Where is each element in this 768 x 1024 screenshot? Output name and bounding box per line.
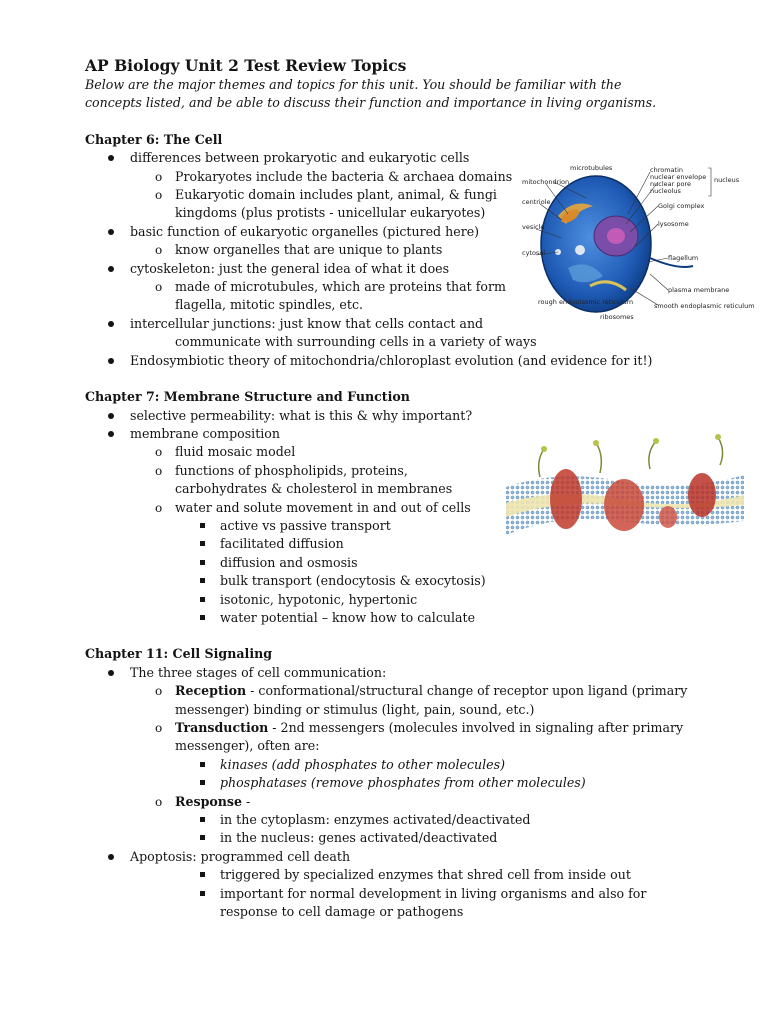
list-item-continuation: kingdoms (plus protists - unicellular eukaryotes) [175, 205, 486, 221]
cell-membrane-figure [500, 425, 748, 565]
circle-bullet-icon: o [155, 169, 163, 184]
eukaryotic-cell-figure [518, 158, 755, 326]
list-item: o Eukaryotic domain includes plant, animal, & fungi [85, 186, 735, 204]
list-item: o Transduction - 2nd messengers (molecules involved in signaling after primary [85, 719, 735, 737]
square-bullet-icon [200, 523, 205, 528]
circle-bullet-icon: o [155, 500, 163, 515]
circle-bullet-icon: o [155, 243, 163, 258]
list-item: Endosymbiotic theory of mitochondria/chloroplast evolution (and evidence for it!) [85, 352, 735, 370]
bullet-icon [108, 321, 114, 327]
chapter-6-heading: Chapter 6: The Cell [85, 131, 223, 147]
list-item: isotonic, hypotonic, hypertonic [85, 591, 735, 609]
chapter-11-heading: Chapter 11: Cell Signaling [85, 646, 273, 662]
label-plasma-membrane: plasma membrane [668, 286, 730, 294]
list-item-continuation: communicate with surrounding cells in a variety of ways [175, 334, 537, 350]
label-lysosome: lysosome [658, 220, 689, 228]
label-chromatin: chromatin [650, 166, 683, 174]
list-item-continuation: messenger) binding or stimulus (light, pain, sound, etc.) [175, 701, 535, 717]
circle-bullet-icon: o [155, 794, 163, 809]
list-item: facilitated diffusion [85, 535, 735, 553]
circle-bullet-icon: o [155, 463, 163, 478]
list-item: kinases (add phosphates to other molecules) [85, 756, 735, 774]
label-vesicle: vesicle [522, 223, 545, 231]
transduction-term: Transduction [175, 720, 269, 735]
square-bullet-icon [200, 872, 205, 877]
list-item: diffusion and osmosis [85, 554, 735, 572]
square-bullet-icon [200, 578, 205, 583]
label-cytosol: cytosol [522, 249, 546, 257]
label-ribosomes: ribosomes [600, 313, 634, 321]
label-smooth-er: smooth endoplasmic reticulum [654, 302, 755, 310]
square-bullet-icon [200, 835, 205, 840]
list-item: o Prokaryotes include the bacteria & archaea domains [85, 168, 735, 186]
label-flagellum: flagellum [668, 254, 699, 262]
square-bullet-icon [200, 817, 205, 822]
circle-bullet-icon: o [155, 280, 163, 295]
list-item: o functions of phospholipids, proteins, [85, 462, 735, 480]
label-microtubules: microtubules [570, 164, 613, 172]
list-item: in the cytoplasm: enzymes activated/deactivated [85, 811, 735, 829]
bullet-icon [108, 229, 114, 235]
bullet-icon [108, 431, 114, 437]
square-bullet-icon [200, 891, 205, 896]
square-bullet-icon [200, 560, 205, 565]
label-nuclear-pore: nuclear pore [650, 180, 691, 188]
bullet-icon [108, 670, 114, 676]
square-bullet-icon [200, 541, 205, 546]
label-nucleus: nucleus [714, 176, 740, 184]
list-item: phosphatases (remove phosphates from other molecules) [85, 774, 735, 792]
label-centriole: centriole [522, 198, 551, 206]
square-bullet-icon [200, 780, 205, 785]
list-item: o Response - [85, 793, 735, 811]
page-title: AP Biology Unit 2 Test Review Topics [85, 56, 407, 75]
chapter-7-heading: Chapter 7: Membrane Structure and Function [85, 389, 410, 405]
list-item-continuation: carbohydrates & cholesterol in membranes [175, 481, 453, 497]
list-item: o water and solute movement in and out of cells [85, 499, 735, 517]
list-item: Apoptosis: programmed cell death [85, 848, 735, 866]
list-item: triggered by specialized enzymes that shred cell from inside out [85, 866, 735, 884]
list-item: active vs passive transport [85, 517, 735, 535]
label-nucleolus: nucleolus [650, 187, 681, 195]
list-item: basic function of eukaryotic organelles (pictured here) [85, 223, 735, 241]
list-item-continuation: flagella, mitotic spindles, etc. [175, 297, 363, 313]
bullet-icon [108, 413, 114, 419]
list-item: differences between prokaryotic and eukaryotic cells [85, 149, 735, 167]
list-item: in the nucleus: genes activated/deactivated [85, 829, 735, 847]
label-nuclear-envelope: nuclear envelope [650, 173, 707, 181]
intro-text: Below are the major themes and topics for this unit. You should be familiar with the concepts listed, and be able to discuss their function and importance in living organisms. [85, 77, 657, 111]
list-item: selective permeability: what is this & why important? [85, 407, 735, 425]
reception-term: Reception [175, 683, 247, 699]
circle-bullet-icon: o [155, 721, 163, 735]
circle-bullet-icon: o [155, 445, 163, 460]
list-item-continuation: messenger), often are: [175, 738, 320, 754]
list-item: o made of microtubules, which are proteins that form [85, 278, 735, 296]
list-item-continuation: response to cell damage or pathogens [220, 904, 464, 920]
list-item: cytoskeleton: just the general idea of what it does [85, 260, 735, 278]
bullet-icon [108, 155, 114, 161]
list-item: membrane composition [85, 425, 735, 443]
circle-bullet-icon: o [155, 684, 163, 699]
label-mitochondrion: mitochondrion [522, 178, 570, 186]
response-term: Response [175, 793, 243, 809]
label-rough-er: rough endoplasmic reticulum [538, 298, 634, 306]
bullet-icon [108, 358, 114, 364]
square-bullet-icon [200, 762, 205, 767]
list-item: water potential – know how to calculate [85, 609, 735, 627]
list-item: The three stages of cell communication: [85, 664, 735, 682]
bullet-icon [108, 854, 114, 860]
list-item: o fluid mosaic model [85, 443, 735, 461]
square-bullet-icon [200, 597, 205, 602]
circle-bullet-icon: o [155, 188, 163, 203]
list-item: o know organelles that are unique to plants [85, 241, 735, 259]
list-item: bulk transport (endocytosis & exocytosis) [85, 572, 735, 590]
bullet-icon [108, 266, 114, 272]
list-item: important for normal development in living organisms and also for [85, 885, 735, 903]
list-item: o Reception - conformational/structural change of receptor upon ligand (primary [85, 682, 735, 700]
label-golgi: Golgi complex [658, 202, 705, 210]
list-item: intercellular junctions: just know that cells contact and [85, 315, 735, 333]
square-bullet-icon [200, 615, 205, 620]
